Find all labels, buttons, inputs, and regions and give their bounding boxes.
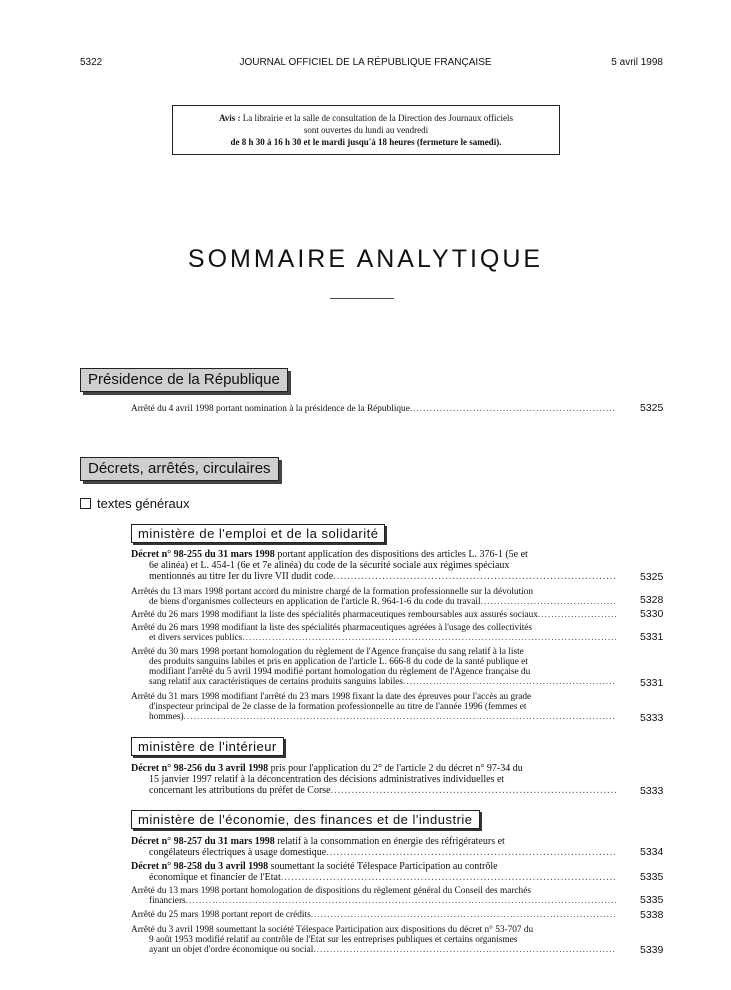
page-ref: 5325 bbox=[640, 571, 664, 583]
entry-line: mentionnés au titre Ier du livre VII dudit code bbox=[149, 571, 334, 582]
ministry-interieur bbox=[131, 737, 284, 756]
page-ref: 5335 bbox=[640, 894, 664, 906]
entry-line: de biens d'organismes collecteurs en application de l'article R. 964-1-6 du code du travail bbox=[149, 597, 481, 607]
entry-line: pris pour l'application du 2° de l'article 2 du décret n° 97-34 du bbox=[268, 763, 523, 774]
list-item bbox=[131, 610, 616, 620]
page-ref: 5338 bbox=[640, 909, 664, 921]
notice-label: Avis : bbox=[218, 113, 241, 123]
checkbox-square-icon bbox=[80, 498, 91, 509]
section-decrets bbox=[80, 457, 279, 481]
page-ref: 5333 bbox=[640, 712, 664, 724]
list-item bbox=[131, 925, 616, 955]
subheading-label: textes généraux bbox=[97, 496, 190, 511]
entry-line: soumettant la société Télespace Participation au contrôle bbox=[268, 861, 498, 872]
entry-line: concernant les attributions du préfet de Corse bbox=[149, 785, 331, 796]
list-item bbox=[131, 836, 616, 858]
list-item bbox=[131, 692, 616, 722]
ministry-economie-label: ministère de l'économie, des finances et de l'industrie bbox=[138, 812, 473, 827]
page-ref: 5330 bbox=[640, 608, 664, 620]
page-ref: 5339 bbox=[640, 944, 664, 956]
subheading-textes-generaux bbox=[80, 496, 190, 511]
entry-line: ayant un objet d'ordre économique ou social bbox=[149, 945, 314, 955]
section-presidence-label: Présidence de la République bbox=[88, 371, 280, 388]
list-item bbox=[131, 647, 616, 687]
entry-bold: Décret n° 98-258 du 3 avril 1998 bbox=[131, 861, 269, 872]
entry-line: modifiant l'arrêté du 5 avril 1994 modifié portant homologation du règlement de l'Agence française du bbox=[149, 667, 531, 677]
ministry-emploi-label: ministère de l'emploi et de la solidarité bbox=[138, 526, 379, 541]
page-title: SOMMAIRE ANALYTIQUE bbox=[187, 245, 544, 273]
page-number: 5322 bbox=[80, 57, 103, 68]
entry-line: Arrêté du 3 avril 1998 soumettant la société Télespace Participation aux dispositions du décret n° 53-707 du bbox=[131, 925, 534, 935]
page-ref: 5325 bbox=[640, 402, 664, 414]
entry-line: 15 janvier 1997 relatif à la déconcentration des décisions administratives individuelles et bbox=[149, 774, 505, 785]
entry-line: 6e alinéa) et L. 454-1 (6e et 7e alinéa) du code de la sécurité sociale aux régimes spéciaux bbox=[149, 560, 510, 571]
page-ref: 5331 bbox=[640, 677, 664, 689]
entry-line: financiers bbox=[149, 896, 186, 906]
page-ref: 5335 bbox=[640, 871, 664, 883]
entry-bold: Décret n° 98-257 du 31 mars 1998 bbox=[131, 836, 275, 847]
entry-bold: Décret n° 98-255 du 31 mars 1998 bbox=[131, 549, 275, 560]
list-item bbox=[131, 549, 616, 582]
notice-line-1 bbox=[173, 112, 559, 124]
entry-line: des produits sanguins labiles et pris en application de l'article L. 666-8 du code de la santé publique et bbox=[149, 657, 528, 667]
page-ref: 5333 bbox=[640, 785, 664, 797]
entry-line: d'inspecteur principal de 2e classe de la formation professionnelle au titre de l'année 1996 (femmes et bbox=[149, 702, 527, 712]
page-ref: 5328 bbox=[640, 594, 664, 606]
entry-line: hommes) bbox=[149, 712, 184, 722]
title-divider bbox=[330, 298, 394, 299]
list-item bbox=[131, 861, 616, 883]
entry-line: Arrêté du 26 mars 1998 modifiant la liste des spécialités pharmaceutiques agréées à l'usage des collectivités bbox=[131, 623, 533, 633]
entry-line: sang relatif aux caractéristiques de certains produits sanguins labiles bbox=[149, 677, 404, 687]
notice-box bbox=[172, 105, 560, 155]
entry-bold: Décret n° 98-256 du 3 avril 1998 bbox=[131, 763, 269, 774]
list-item bbox=[131, 587, 616, 607]
section-decrets-label: Décrets, arrêtés, circulaires bbox=[88, 460, 271, 477]
entry-line: Arrêté du 30 mars 1998 portant homologation du règlement de l'Agence française du sang relatif à la liste bbox=[131, 647, 524, 657]
list-item bbox=[131, 763, 616, 796]
entry-line: et divers services publics bbox=[149, 633, 243, 643]
entry-line: congélateurs électriques à usage domestique bbox=[149, 847, 327, 858]
entry-text: Arrêté du 4 avril 1998 portant nomination à la présidence de la République bbox=[131, 404, 410, 414]
notice-text-1: La librairie et la salle de consultation de la Direction des Journaux officiels bbox=[240, 113, 514, 123]
entry-line: économique et financier de l'Etat bbox=[149, 872, 281, 883]
journal-title: JOURNAL OFFICIEL DE LA RÉPUBLIQUE FRANÇAISE bbox=[239, 57, 492, 68]
ministry-interieur-label: ministère de l'intérieur bbox=[138, 739, 277, 754]
ministry-economie bbox=[131, 810, 480, 829]
entry-line: portant application des dispositions des articles L. 376-1 (5e et bbox=[274, 549, 528, 560]
notice-line-3: de 8 h 30 à 16 h 30 et le mardi jusqu'à 18 heures (fermeture le samedi). bbox=[230, 137, 502, 147]
issue-date: 5 avril 1998 bbox=[611, 57, 663, 68]
entry-line: Arrêté du 26 mars 1998 modifiant la liste des spécialités pharmaceutiques remboursables aux assurés sociaux bbox=[131, 610, 538, 620]
section-presidence bbox=[80, 368, 288, 392]
list-item bbox=[131, 404, 616, 414]
entry-line: relatif à la consommation en énergie des réfrigérateurs et bbox=[274, 836, 505, 847]
ministry-emploi bbox=[131, 524, 385, 543]
list-item bbox=[131, 910, 616, 920]
entry-line: 9 août 1953 modifié relatif au contrôle de l'Etat sur les entreprises publiques et certains organismes bbox=[149, 935, 518, 945]
list-item bbox=[131, 886, 616, 906]
entry-line: Arrêté du 25 mars 1998 portant report de crédits bbox=[131, 910, 311, 920]
page-ref: 5334 bbox=[640, 846, 664, 858]
entry-line: Arrêtés du 13 mars 1998 portant accord du ministre chargé de la formation professionnelle sur la dévolution bbox=[131, 587, 534, 597]
notice-line-2: sont ouvertes du lundi au vendredi bbox=[303, 125, 429, 135]
page-ref: 5331 bbox=[640, 631, 664, 643]
entry-line: Arrêté du 13 mars 1998 portant homologation de dispositions du règlement général du Conseil des marchés bbox=[131, 886, 531, 896]
list-item bbox=[131, 623, 616, 643]
entry-line: Arrêté du 31 mars 1998 modifiant l'arrêté du 23 mars 1998 fixant la date des épreuves pour l'accès au grade bbox=[131, 692, 532, 702]
